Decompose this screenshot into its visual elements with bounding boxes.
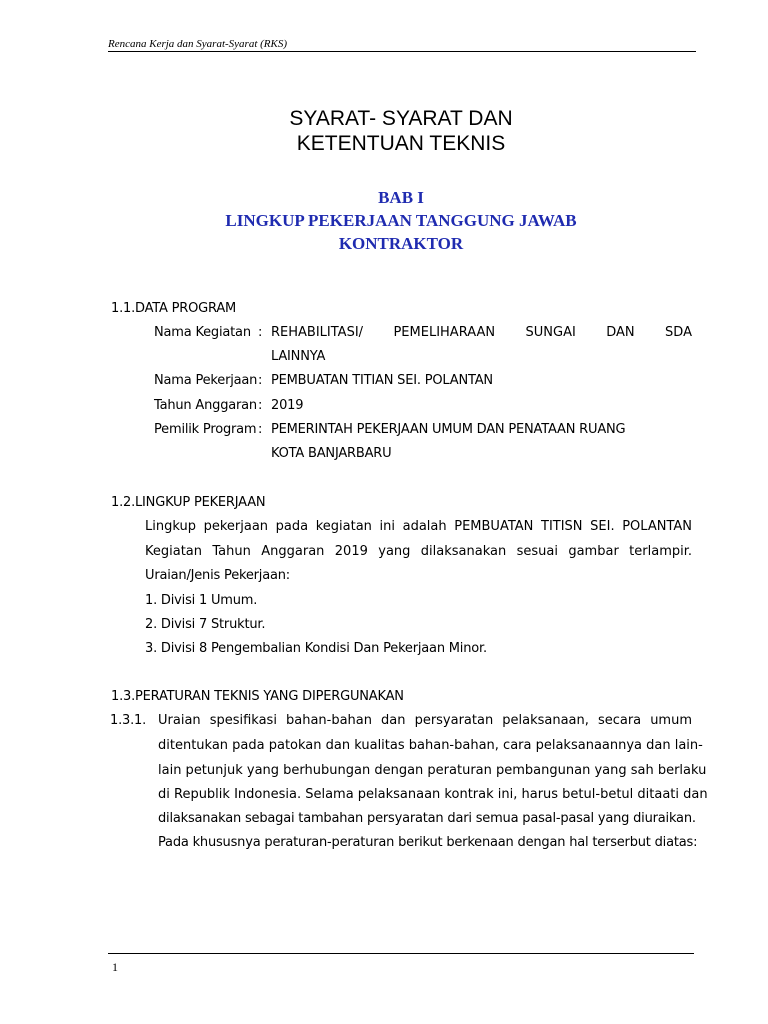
- list-item: 3. Divisi 8 Pengembalian Kondisi Dan Pekerjaan Minor.: [145, 641, 487, 656]
- field-label: Tahun Anggaran: [154, 398, 257, 413]
- paragraph-line: Pada khususnya peraturan-peraturan berikut berkenaan dengan hal terserbut diatas:: [158, 835, 698, 850]
- running-title: Rencana Kerja dan Syarat-Syarat (RKS): [108, 38, 288, 50]
- value-word: REHABILITASI/: [271, 325, 364, 340]
- chapter-title-line1: LINGKUP PEKERJAAN TANGGUNG JAWAB: [225, 211, 577, 230]
- header-rule: [108, 51, 696, 52]
- list-item: 1. Divisi 1 Umum.: [145, 593, 258, 608]
- footer-rule: [108, 953, 694, 954]
- paragraph-line: Kegiatan Tahun Anggaran 2019 yang dilaksanakan sesuai gambar terlampir.: [145, 544, 692, 559]
- field-colon: :: [258, 398, 263, 413]
- document-title-line1: SYARAT- SYARAT DAN: [289, 107, 513, 130]
- paragraph-line: dilaksanakan sebagai tambahan persyaratan dari semua pasal-pasal yang diuraikan.: [158, 811, 696, 826]
- section-heading-data-program: 1.1.DATA PROGRAM: [111, 301, 237, 316]
- field-value-line: KOTA BANJARBARU: [271, 446, 392, 461]
- document-title-line2: KETENTUAN TEKNIS: [296, 132, 506, 155]
- chapter-number: BAB I: [378, 188, 424, 207]
- paragraph-line: Uraian spesifikasi bahan-bahan dan persyaratan pelaksanaan, secara umum: [158, 713, 692, 728]
- section-heading-peraturan: 1.3.PERATURAN TEKNIS YANG DIPERGUNAKAN: [111, 689, 404, 704]
- paragraph-line: Lingkup pekerjaan pada kegiatan ini adalah PEMBUATAN TITISN SEI. POLANTAN: [145, 519, 692, 534]
- field-value: PEMBUATAN TITIAN SEI. POLANTAN: [271, 373, 493, 388]
- field-colon: :: [258, 373, 263, 388]
- list-item: 2. Divisi 7 Struktur.: [145, 617, 266, 632]
- paragraph-line: di Republik Indonesia. Selama pelaksanaan kontrak ini, harus betul-betul ditaati dan: [158, 787, 708, 802]
- value-word: SDA: [665, 325, 692, 340]
- item-number: 1.3.1.: [110, 713, 147, 728]
- paragraph-line: Uraian/Jenis Pekerjaan:: [145, 568, 290, 583]
- field-colon: :: [258, 325, 263, 340]
- field-value-line: [271, 325, 692, 340]
- chapter-title-line2: KONTRAKTOR: [338, 234, 464, 253]
- paragraph-line: lain petunjuk yang berhubungan dengan peraturan pembangunan yang sah berlaku: [158, 763, 707, 778]
- field-colon: :: [258, 422, 263, 437]
- value-word: DAN: [606, 325, 635, 340]
- field-value-line: LAINNYA: [271, 349, 326, 364]
- field-label: Nama Kegiatan: [154, 325, 251, 340]
- page-number: 1: [112, 960, 118, 974]
- field-label: Pemilik Program: [154, 422, 257, 437]
- field-value: 2019: [271, 398, 304, 413]
- value-word: SUNGAI: [525, 325, 576, 340]
- field-label: Nama Pekerjaan: [154, 373, 258, 388]
- value-word: PEMELIHARAAN: [393, 325, 496, 340]
- field-value-line: PEMERINTAH PEKERJAAN UMUM DAN PENATAAN RUANG: [271, 422, 626, 437]
- section-heading-lingkup: 1.2.LINGKUP PEKERJAAN: [111, 495, 266, 510]
- paragraph-line: ditentukan pada patokan dan kualitas bahan-bahan, cara pelaksanaannya dan lain-: [158, 738, 703, 753]
